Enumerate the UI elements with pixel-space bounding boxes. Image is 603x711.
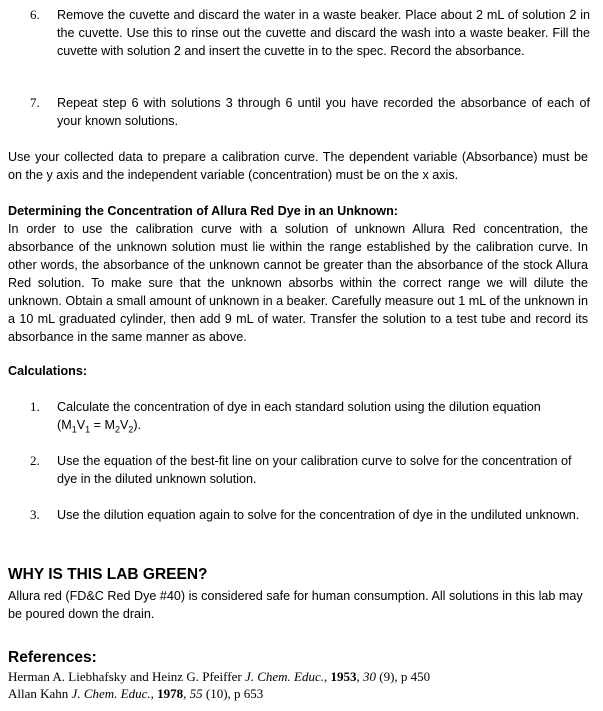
calc-number: 1. <box>30 399 40 414</box>
ref-sep: , <box>150 686 158 701</box>
eq-open: (M <box>57 418 72 432</box>
dilution-equation <box>57 418 142 435</box>
step-number: 6. <box>30 7 40 22</box>
step-text: Repeat step 6 with solutions 3 through 6 until you have recorded the absorbance of each of your known solutions. <box>57 96 590 128</box>
ref-authors: Allan Kahn <box>8 686 72 701</box>
ref-pages: (10), p 653 <box>202 686 264 701</box>
step-text: Remove the cuvette and discard the water in a waste beaker. Place about 2 mL of solution 2 in the cuvette. Use this to rinse out the cuvette and discard the wash into a waste beaker. Fill the cuvette with solution 2 and insert the cuvette in to the spec. Record the absorbance. <box>57 8 590 58</box>
reference-item-2 <box>8 685 263 702</box>
procedure-step-7 <box>30 94 590 130</box>
ref-journal: J. Chem. Educ. <box>71 686 151 701</box>
ref-year: 1978 <box>157 686 184 701</box>
step-number: 7. <box>30 95 40 110</box>
eq-sub: 2 <box>128 424 134 435</box>
calculation-item-1 <box>30 398 590 434</box>
eq-var: V <box>76 418 86 432</box>
calculation-item-2 <box>30 452 590 488</box>
ref-sep: , <box>356 669 363 684</box>
ref-authors: Herman A. Liebhafsky and Heinz G. Pfeiffer <box>8 669 245 684</box>
calibration-paragraph: Use your collected data to prepare a calibration curve. The dependent variable (Absorbance) must be on the y axis and the independent variable (concentration) must be on the x axis. <box>8 150 588 182</box>
eq-sub: 2 <box>114 424 120 435</box>
unknown-paragraph: In order to use the calibration curve with a solution of unknown Allura Red concentration, the absorbance of the unknown solution must lie within the range established by the calibration curve. In other words, the absorbance of the unknown cannot be greater than the absorbance of the stock Allura Red solution. To make sure that the unknown absorbs within the correct range we will dilute the unknown. Obtain a small amount of unknown in a beaker. Carefully measure out 1 mL of the unknown in a 10 mL graduated cylinder, then add 9 mL of water. Transfer the solution to a test tube and record its absorbance in the same manner as above. <box>8 222 588 344</box>
calculations-heading: Calculations: <box>8 364 88 378</box>
references-heading: References: <box>8 649 97 666</box>
ref-volume: 55 <box>189 686 203 701</box>
calc-text: Use the dilution equation again to solve for the concentration of dye in the undiluted unknown. <box>57 508 580 522</box>
ref-volume: 30 <box>363 669 376 684</box>
eq-equals: = M <box>90 418 115 432</box>
ref-sep: , <box>324 669 331 684</box>
eq-sub: 1 <box>71 424 77 435</box>
calculation-item-3 <box>30 506 590 524</box>
ref-year: 1953 <box>330 669 357 684</box>
calc-text <box>57 398 590 434</box>
eq-close: ). <box>133 418 142 432</box>
ref-pages: (9), p 450 <box>376 669 431 684</box>
ref-sep: , <box>183 686 190 701</box>
calc-number: 2. <box>30 453 40 468</box>
reference-item-1 <box>8 668 430 685</box>
eq-sub: 1 <box>85 424 91 435</box>
calc-text-body: Calculate the concentration of dye in each standard solution using the dilution equation <box>57 400 541 414</box>
eq-var: V <box>119 418 129 432</box>
green-heading: WHY IS THIS LAB GREEN? <box>8 566 208 583</box>
ref-journal: J. Chem. Educ. <box>244 669 324 684</box>
calc-number: 3. <box>30 507 40 522</box>
unknown-heading: Determining the Concentration of Allura Red Dye in an Unknown: <box>8 204 398 218</box>
green-paragraph: Allura red (FD&C Red Dye #40) is considered safe for human consumption. All solutions in this lab may be poured down the drain. <box>8 589 583 621</box>
procedure-step-6 <box>30 6 590 60</box>
calc-text: Use the equation of the best-fit line on your calibration curve to solve for the concentration of dye in the diluted unknown solution. <box>57 454 572 486</box>
